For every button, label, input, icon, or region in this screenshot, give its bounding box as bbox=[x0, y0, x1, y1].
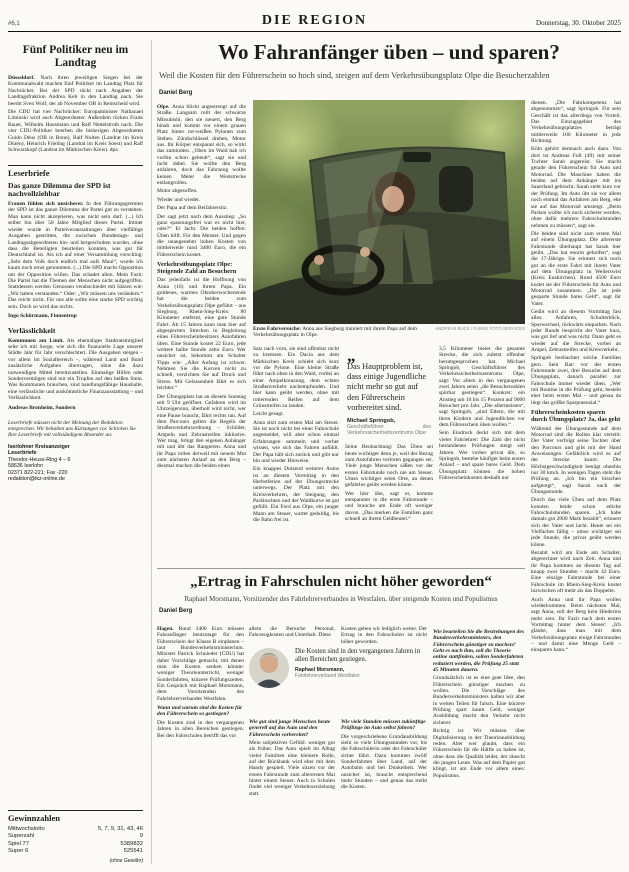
dateline: Hagen. bbox=[157, 626, 174, 632]
article-paragraph: Der Papa auf dem Beifahrersitz. bbox=[157, 205, 228, 212]
letter-title: Verlässlichkeit bbox=[8, 325, 56, 335]
article-paragraph: Grundsätzlich ist es eine gute Idee, den Führerschein günstiger machen zu wollen. Die Vorschläge des Bundesverkehrsministers halten wir aber in weiten Teilen für falsch. Eine kürzere Prüfung spart kaum Geld, weniger Ausbildung macht den Verkehr nicht sicherer. bbox=[433, 675, 525, 726]
lottery-box bbox=[8, 810, 143, 864]
letter-lead: Kommunen am Limit. bbox=[8, 337, 64, 344]
interview-column-1 bbox=[157, 626, 244, 864]
interview-quote-role: Fahrlehrerverband Westfalen bbox=[295, 673, 360, 680]
lottery-row bbox=[8, 841, 143, 849]
interview-column-3-top bbox=[341, 626, 427, 646]
letter-signature: Andreas Bronheim, Sundern bbox=[8, 404, 76, 411]
letter-signature: Ingo Schürmann, Finnentrop bbox=[8, 312, 77, 319]
interview-question: Wie beurteilen Sie die Bestrebungen des Bundesverkehrsministers, den Führerschein günstiger zu machen? Geht es nach ihm, soll die Theorie online stattfinden, sollen Sonderfahrten reduziert werden, die Prüfung 25 statt 45 Minuten dauern. bbox=[433, 629, 525, 674]
caption-lead: Erste Fahrversuche: bbox=[253, 326, 302, 332]
main-article-area bbox=[157, 40, 621, 864]
pull-quote bbox=[345, 346, 433, 441]
article-divider bbox=[157, 568, 525, 569]
caption-text: Anna aus Siegburg trainiert mit ihrem Papa auf dem Verkehrsübungsplatz in Olpe. bbox=[253, 326, 417, 339]
lead-column-1 bbox=[157, 104, 246, 562]
article-paragraph: Leicht gesagt. bbox=[253, 411, 284, 418]
article-paragraph: Kosten geben wir lediglich weiter. Der Ertrag in den Fahrschulen ist nicht höher geworden. bbox=[341, 626, 427, 645]
sidebar-article-body bbox=[8, 75, 143, 156]
crosshead: Verkehrsübungsplatz Olpe: Steigende Zahl an Besuchern bbox=[157, 260, 237, 276]
pull-quote-role: Geschäftsführer des Verkehrssicherheitszentrums Olpe bbox=[347, 424, 431, 437]
page-marker: #6,1 bbox=[8, 21, 20, 27]
dateline: Düsseldorf. bbox=[8, 75, 35, 81]
driving-photo-illustration bbox=[253, 100, 525, 324]
interview-column-3 bbox=[341, 716, 427, 864]
article-paragraph: Ein knappes Dutzend weiterer Autos ist an diesem Vormittag in den Herbstferien auf der Übungsstrecke unterwegs. Der Platz mit den Kreisverkehren, der Steigung, den Parkbuchten und der Waldkurve ist gut gefüllt. Ein Ford aus Olpe, ein junger Mann am Steuer, wartet geduldig, bis die Bahn frei ist. bbox=[253, 466, 339, 523]
letter-body bbox=[8, 338, 143, 404]
article-paragraph: Wer hier übe, sagt er, komme entspannter in die erste Fahrstunde – und brauche am Ende oft weniger davon. „Das merken die Familien ganz schnell an ihrem Geldbeutel.“ bbox=[345, 490, 433, 523]
article-paragraph: Satz nach vorn, sie sind offenbar nicht zu bremsen. Ein Dacia aus dem Märkischen Kreis schiebt sich kurz vor die Pylone. Eine kleine Straße führt nach oben in den Wald, vorbei an einer Ampelkreuzung, dem echten Straßenverkehr nachempfunden. Und hier kann geübt werden, ohne mit rotierenden Reifen auf dem Grünstreifen zu landen. bbox=[253, 346, 339, 410]
page-header bbox=[8, 8, 621, 32]
article-paragraph: allem die Bereiche Personal, Fahrzeugkosten und Unterhalt. Diese bbox=[249, 626, 335, 639]
address-line: Theodor-Heuss-Ring 4 – 6 bbox=[8, 456, 71, 463]
article-paragraph: Geübt wird an diesem Vormittag fast alles: Anfahren, Schulterblick, Spurwechsel, rückwärts einparken. Nach jeder Runde bespricht der Vater kurz, was gut lief und was nicht. Dann geht es wieder auf die Strecke, vorbei an Ampel, Zebrastreifen und Kreisverkehr. bbox=[531, 309, 621, 354]
paragraph-text: Als ehemaliges Stadtratsmitglied sehe ich mit Sorge, wie sich die finanzielle Lage unserer Städte Jahr für Jahr verschlechtert. Die Ausgaben steigen – vor allem im Sozialbereich –, während Land und Bund zusätzliche Aufgaben übertragen, ohne die dazu notwendigen Mittel bereitzustellen. Einmalige Hilfen oder Sondervermögen sind nur ein Tropfen auf den heißen Stein. Was Kommunen brauchen, sind handlungsfähige Haushalte, eine verlässliche und auskömmliche Finanzausstattung – und Verlässlichkeit. bbox=[8, 337, 144, 402]
article-paragraph: 3,5 Kilometer bietet die gesamte Strecke, die sich zuletzt offenbar herumgesprochen hat. Michael Springob, Geschäftsführer des Verkehrssicherheitszentrums Olpe, sagt: Vor allem in den vergangenen zwei Jahren seien „die Besucherzahlen spürbar gestiegen“. Konkret: ein Anstieg um 10 bis 15 Prozent auf 9000 Besucher pro Jahr. „Die allermeisten“, sagt Springob, „sind Eltern, die mit ihren Kindern und Jugendlichen vor dem Führerschein üben wollen.“ bbox=[439, 346, 525, 429]
lottery-label: Mittwochslotto bbox=[8, 825, 45, 832]
article-paragraph: Durch das viele Üben auf dem Platz konnten beide schon etliche Fahrschulstunden sparen. „Ich habe damals gut 2000 Mark bezahlt“, erinnert sich der Vater und lacht. Heute sei ein Vielfaches fällig – umso wichtiger sei jede Stunde, die privat geübt werden könne. bbox=[531, 497, 621, 548]
lottery-value: 5, 7, 9, 31, 43, 46 bbox=[97, 825, 143, 832]
crosshead: Führerscheinkosten sparen durch Übungsplatz? Ja, das geht bbox=[531, 409, 621, 424]
article-paragraph: Motor abgesoffen. bbox=[157, 188, 198, 195]
paragraph-text: In den Führungsgremien der SPD ist das ganze Dilemma der Partei gut zu verstehen. Man kann nicht akzeptieren, was nicht sein darf. (...) Ich selber bin über 50 Jahre Mitglied dieser Partei. Immer wieder wurde in Parteiveranstaltungen über vielfältige Ausgaben gestritten, die zwischen Bundestags- und Landtagsabgeordneten hin- und hergeschoben wurden, ohne dass die Beteiligten beurteilen konnten, was gut für Deutschland ist. Als ich auf einer Versammlung vorschlug: „Seht dem Volk doch endlich mal aufs Maul“, wurde ich kaum noch ernst genommen. (...) Die SPD macht Opposition um der Opposition willen. Das schadet allen. Mein Fazit: Die Partei hat die Themen der Menschen nicht aufgegriffen. Stattdessen werden Genossen verabschiedet mit Sätzen wie: „Wir haben verstanden.“ Oder: „Wir müssen uns verändern.“ Das reicht nicht. Für uns alle sollte eine starke SPD wichtig sein. Doch so wird das nichts. bbox=[8, 201, 143, 310]
letters-email: redaktion@ikz-online.de bbox=[8, 476, 65, 483]
lead-byline: Daniel Berg bbox=[159, 90, 193, 96]
lead-column-2 bbox=[253, 346, 339, 562]
lottery-heading: Gewinnzahlen bbox=[8, 812, 60, 823]
article-paragraph: Auch Anna und ihr Papa wollen wiederkommen. Beim nächsten Mal, sagt Anna, soll der Berg kein Hindernis mehr sein. Ihr Fazit nach dem ersten Vormittag hinter dem Steuer: „Ich glaube, dass man mit dem Verkehrsübungsplatz einige Fahrstunden – und damit eine Menge Geld – einsparen kann.“ bbox=[531, 596, 621, 654]
article-paragraph bbox=[157, 626, 244, 702]
dateline: Olpe. bbox=[157, 104, 170, 110]
interview-quote-text: Die Kosten sind in den vergangenen Jahren in allen Bereichen gestiegen. bbox=[295, 648, 421, 664]
article-paragraph: Bezahlt wird am Ende am Schalter, abgerechnet wird nach Zeit. Anna und ihr Papa kommen an diesem Tag auf knapp zwei Stunden – macht 42 Euro. Eine einzige Fahrstunde bei einer Fahrschule im Rhein-Sieg-Kreis kostet inzwischen oft mehr als das Doppelte. bbox=[531, 550, 621, 595]
article-paragraph bbox=[8, 338, 143, 402]
sidebar-article-title: Fünf Politiker neu im Landtag bbox=[22, 44, 129, 69]
article-paragraph: Der Übungsplatz hat an diesem Sonntag seit 9 Uhr geöffnet. Gefahren wird im Uhrzeigersinn, überholt wird nicht, wer eine Pause braucht, fährt rechts ran. Auf dem Parcours gelten die Regeln der Straßenverkehrsordnung – Schilder, Ampeln und Zebrastreifen inklusive. Wer mag, bringt den eigenen Anhänger mit und übt das Rangieren. Anna und ihr Papa rollen derweil mit neuem Mut zum nächsten Anlauf an den Berg – diesmal machen die beiden einen bbox=[157, 393, 246, 470]
letter-body bbox=[8, 201, 143, 312]
article-paragraph: Seine Beobachtung: Das Üben sei heute wichtiger denn je, weil der Bezug zum Autofahren verloren gegangen sei. Viele junge Menschen säßen vor der ersten Fahrstunde noch nie am Steuer. Umso wichtiger seien Orte, an denen gefahrlos geübt werden könne. bbox=[345, 444, 433, 489]
pull-quote-text: Das Hauptproblem ist, dass einige Jugendliche nicht mehr so gut auf den Führerschein vorbereitet sind. bbox=[347, 362, 427, 412]
address-line: Leserbriefe bbox=[8, 450, 37, 457]
lead-headline: Wo Fahranfänger üben – und sparen? bbox=[218, 40, 560, 64]
article-paragraph: Springob beobachtet solche Familien gern. Sein Rat: vor der ersten Fahrstunde zwei, drei Besuche auf dem Übungsplatz, danach parallel zur Fahrschule immer wieder üben. „Wer mit Routine in die Prüfung geht, besteht eher beim ersten Mal – und genau da liegt das größte Sparpotenzial.“ bbox=[531, 355, 621, 406]
lottery-label: Super 6 bbox=[8, 848, 29, 855]
lottery-value: 525541 bbox=[123, 848, 143, 855]
lead-photo bbox=[253, 100, 525, 339]
article-paragraph: Anna sitzt zum ersten Mal am Steuer. Sie ist noch nicht bei einer Fahrschule angemeldet, will aber schon einmal Erfahrungen sammeln und vorher wissen, wie sich das Fahren anfühlt. Der Papa hält sich zurück und gibt nur hin und wieder Hinweise. bbox=[253, 419, 339, 464]
article-paragraph bbox=[157, 104, 246, 186]
article-paragraph: Das jedenfalls ist die Hoffnung von Anna (16) und ihrem Papa. Ein goldenes, warmes Oktoberwochenende hat die beiden zum Verkehrsübungsplatz Olpe geführt – aus Siegburg, Rhein-Sieg-Kreis: 80 Kilometer entfernt, eine gute Stunde Fahrt. Ab 15 Jahren kann man hier auf abgesperrten Strecken in Begleitung eines Führerscheinbesitzers Autofahren üben. Eine Stunde kostet 22 Euro, jede weitere halbe Stunde zehn Euro. Wer unsicher ist, bekommt am Schalter Tipps wie: „Aller Anfang ist schwer. Nehmen Sie die Kurven nicht zu schnell, verzichten Sie auf Druck und Stress. Mit Gelassenheit fährt es sich leichter.“ bbox=[157, 277, 246, 392]
interview-question: Wie viele Stunden müssen zukünftige Prüflinge im Auto selbst fahren? bbox=[341, 719, 426, 732]
interview-column-2-top bbox=[249, 626, 335, 646]
article-paragraph: Richtig ist: Wir müssen über Digitalisierung in der Theorieausbildung reden. Aber wer glaubt, dass ein Führerschein für die Hälfte zu haben ist, ohne dass die Qualität leidet, der täuscht die jungen Leute. Was auf dem Papier gut klingt, ist am Ende vor allem eines: Populismus. bbox=[433, 728, 525, 779]
paragraph-text: Anna blickt angestrengt auf die Straße. Langsam rollt der schwarze Mitsubishi, den sie steuert, den Berg hinab und kommt vor einem grauen Platz hinter rot-weißen Pylonen zum Stehen. Zündschlüssel drehen, Motor aus. Ihr Körper entspannt sich, so wirkt das zumindest. „Oben im Wald hab ich vorhin schon geheult“, sagt sie und lacht dabei. Sie wollte den Berg anfahren, doch das Fahrzeug wollte keinen Meter die Weststrecke entlangrollen. bbox=[157, 104, 246, 187]
interview-column-4 bbox=[433, 626, 525, 864]
lead-subdeck: Weil die Kosten für den Führerschein so hoch sind, steigen auf dem Verkehrsübungsplatz Olpe die Besucherzahlen bbox=[159, 70, 550, 80]
article-paragraph: Die beiden sind nicht zum ersten Mal auf einem Übungsplatz. Die allererste Fahrstunde überhaupt hat Sarah hier geübt. „Das hat enorm geholfen“, sagt die 17-Jährige. Sie erinnert sich noch gut an die erste Fahrt mit ihrem Vater auf dem Übungsplatz in Weilerswist (Kreis Euskirchen). Rund 4500 Euro kostet sie der Führerschein für Auto und Motorrad zusammen. „Da ist jede gesparte Stunde bares Geld“, sagt ihr Vater. bbox=[531, 230, 621, 307]
lottery-row bbox=[8, 848, 143, 856]
interview-subdeck: Raphael Morsmann, Vorsitzender des Fahrlehrerverbandes in Westfalen, über steigende Kosten und Populismus bbox=[184, 595, 498, 603]
interview-question: Wie gut sind junge Menschen heute generell auf das Auto und den Führerschein vorbereitet? bbox=[249, 719, 331, 738]
interview-byline: Daniel Berg bbox=[159, 608, 193, 614]
article-paragraph: Sein Eindruck deckt sich mit dem vieler Fahrlehrer: Die Zahl der nicht bestandenen Prüfungen steigt seit Jahren. Wer vorher privat übt, so Springob, bestehe häufiger beim ersten Anlauf – und spare bares Geld. Dem Übungsplatz können die hohen Führerscheinkosten deshalb nur bbox=[439, 430, 525, 481]
lottery-disclaimer: (ohne Gewähr) bbox=[109, 858, 143, 864]
interview-headline: „Ertrag in Fahrschulen nicht höher geworden“ bbox=[190, 574, 492, 590]
interview-quote-name: Raphael Morsmann, bbox=[295, 667, 345, 674]
lottery-label: Spiel 77 bbox=[8, 840, 29, 847]
letters-section-heading: Leserbriefe bbox=[8, 165, 143, 178]
quote-mark-icon: „ bbox=[347, 346, 356, 365]
portrait-illustration bbox=[249, 648, 289, 688]
section-title: DIE REGION bbox=[261, 13, 368, 28]
article-paragraph: Wieder und wieder. bbox=[157, 196, 200, 203]
paragraph-text: Nach ihren jeweiligen Siegen bei der Kommunalwahl machen fünf Politiker im Landtag Platz für Nachrücker. Bei der SPD rückt nach Angaben der Landtagsfraktion Andrea Keh in den Landtag nach. Sie beerbt Sven Wolf, der ab November OB in Remscheid wird. bbox=[8, 75, 143, 107]
article-paragraph: Die CDU hat vier Nachrücker: Europaminister Nathanael Liminski wird auch Abgeordneter. Außerdem rücken Frank Bauer, Wilhelm Hausmann und Ralf Nettelstroth nach. Die vier CDU-Politiker beerben die bisherigen Abgeordneten Guido Déus (OB in Bonn), Ralf Nolten (Landrat im Kreis Düren), Heinrich Frieling (Landrat im Kreis Soest) und Ralf Schwarzkopf (Landrat im Märkischen Kreis). dpa bbox=[8, 109, 143, 154]
article-paragraph bbox=[8, 75, 143, 107]
pull-quote-name: Michael Springob, bbox=[347, 418, 396, 425]
address-line: 02371 822-221; Fax -220 bbox=[8, 469, 68, 476]
lead-column-3 bbox=[345, 346, 433, 562]
interview-column-2 bbox=[249, 716, 335, 864]
lottery-row bbox=[8, 826, 143, 834]
interview-question: Wann und warum sind die Kosten für den Führerschein so gestiegen? bbox=[157, 705, 243, 718]
address-line: Iserlohner Kreisanzeiger bbox=[8, 443, 70, 450]
article-paragraph: Mein subjektives Gefühl: weniger gut als früher. Das Auto spielt im Alltag vieler Familien eine kleinere Rolle, auf der Rückbank wird eher mit dem Handy gespielt. Viele sitzen vor der ersten Fahrstunde zum allerersten Mal hinter einem Steuer. Auch in Schulen findet viel weniger Verkehrserziehung statt. bbox=[249, 740, 335, 797]
lottery-row bbox=[8, 833, 143, 841]
left-column bbox=[8, 40, 152, 864]
letters-address-block bbox=[8, 444, 143, 484]
article-paragraph: Während der Übungsstunde auf dem Motorrad sind die Rollen klar verteilt: Der Vater verfolgt seine Tochter über den Parcours und gibt mit der Hand Anweisungen. Gefährlich wird es auf der Strecke kaum: Die Höchstgeschwindigkeit beträgt ohnehin nur 30 km/h. In wenigen Tagen steht die Prüfung an. „Ich bin ein bisschen aufgeregt“, sagt Sarah nach der Übungsstunde. bbox=[531, 425, 621, 495]
lottery-value: 5389832 bbox=[120, 840, 143, 847]
article-paragraph: dienen. „Die Fahrkompetenz hat abgenommen“, sagt Springob. Für sein Geschäft ist das allerdings von Vorteil. Das Einzugsgebiet des Verkehrsübungsplatzes beträgt mittlerweile 100 Kilometer in jede Richtung. bbox=[531, 100, 621, 145]
article-paragraph: Köln gehört demnach auch dazu. Von dort ist Andreas Full (49) mit seiner Tochter Sarah angereist. Sie macht gerade den Führerschein für Auto und Motorrad. Die Maschine haben die beiden auf dem Anhänger mit ins Sauerland gebracht. Sarah steht kurz vor der Prüfung. Im Auto übt sie vor allem noch einmal das Anfahren am Berg, ehe sie auf das Motorrad umsteigt. „Beim Parken wollte ich noch sicherer werden, ohne dafür mehrere Fahrschulstunden nehmen zu müssen“, sagt sie. bbox=[531, 146, 621, 229]
paragraph-text: Rund 3400 Euro müssen Fahranfänger heutzutage für den Führerschein der Klasse B einplanen – laut Bundesverkehrsministerium. Minister Patrick Schnieder (CDU) hat daher Vorschläge gemacht, mit denen man die Kosten senken könnte: weniger Theorieunterricht, weniger Sonderfahrten, kürzere Prüfungszeiten. Ein Gespräch mit Raphael Morsmann, dem Vorsitzenden des Fahrlehrerverbandes Westfalen. bbox=[157, 626, 244, 702]
portrait-photo bbox=[249, 648, 289, 688]
lottery-value: 9 bbox=[139, 833, 143, 840]
lottery-label: Superzahl bbox=[8, 833, 35, 840]
letter-title: Das ganze Dilemma der SPD ist nachvollziehbar bbox=[8, 180, 111, 199]
interview-quote-block bbox=[249, 648, 427, 712]
photo-credit: ANDREAS BUCK / FUNKE FOTO SERVICES bbox=[435, 326, 525, 331]
address-line: 58636 Iserlohn bbox=[8, 463, 44, 470]
article-paragraph bbox=[8, 201, 143, 310]
article-paragraph: Die Kosten sind in den vergangenen Jahren in allen Bereichen gestiegen. Bei den Fahrschulen betrifft das vor bbox=[157, 719, 244, 739]
photo-caption bbox=[253, 326, 429, 339]
lead-column-4 bbox=[439, 346, 525, 562]
letter-lead: Frauen fühlen sich unsicherer. bbox=[8, 201, 84, 208]
page-date: Donnerstag, 30. Oktober 2025 bbox=[536, 19, 621, 27]
letters-policy-note: Leserbriefe müssen nicht der Meinung der Redaktion entsprechen. Wir behalten uns Kürzungen vor. Schicken Sie Ihre Leserbriefe mit vollständigem Absender an: bbox=[8, 419, 136, 439]
article-paragraph: Der sagt jetzt nach dem Ausstieg: „So ganz spannungsfrei war es nicht hier, oder?“ Er lacht. Die beiden hoffen: Üben hilft. Für den Meister. Und gegen die unangenehm hohen Kosten von mittlerweile rund 3400 Euro, die ein Führerschein kostet. bbox=[157, 213, 246, 258]
article-paragraph: Die vorgeschriebene Grundausbildung sieht so viele Übungsstunden vor, bis die Fahrschülerin oder der Fahrschüler sicher fährt. Dazu kommen zwölf Sonderfahrten über Land, auf der Autobahn und bei Dunkelheit. Wer unsicher ist, braucht entsprechend mehr Stunden – und genau das treibt die Kosten. bbox=[341, 733, 427, 791]
lead-column-5 bbox=[531, 100, 621, 864]
interview-quote bbox=[295, 648, 427, 712]
photo-caption-row bbox=[253, 326, 525, 339]
